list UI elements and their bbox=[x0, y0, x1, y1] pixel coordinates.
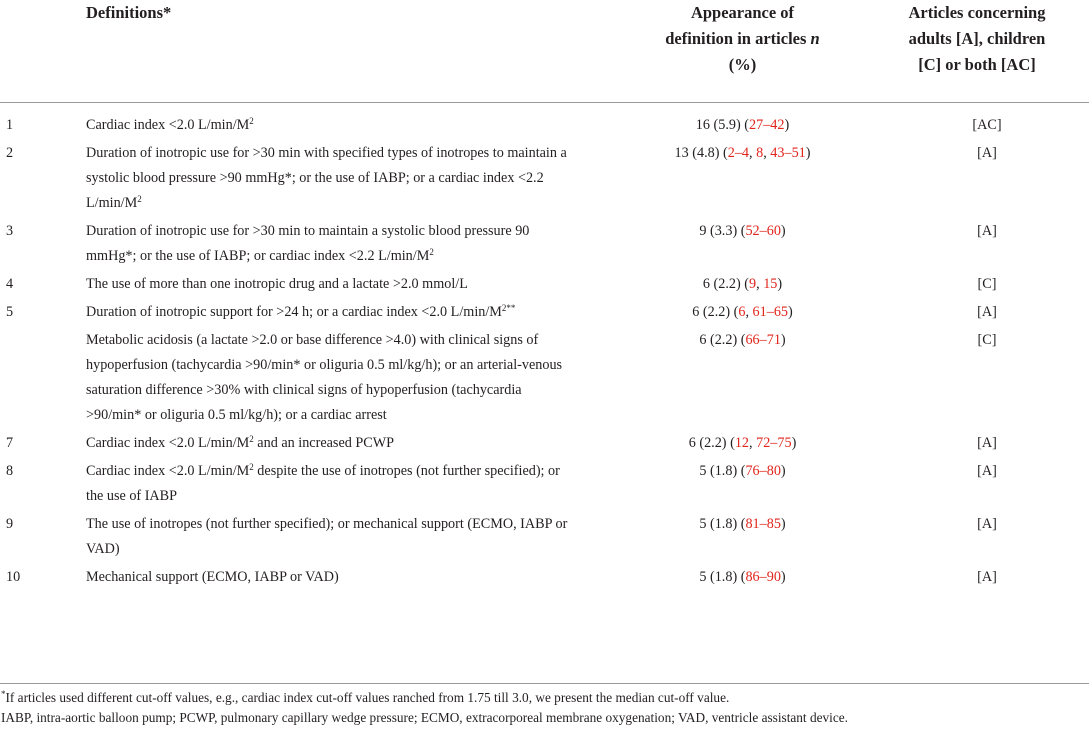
row-number: 1 bbox=[6, 117, 14, 133]
reference-link[interactable]: 8 bbox=[756, 145, 764, 161]
row-audience: [A] bbox=[977, 145, 997, 161]
table-row bbox=[0, 113, 1089, 141]
header-appearance-line3: (%) bbox=[728, 55, 757, 74]
row-appearance: 6 (2.2) (12, 72–75) bbox=[688, 435, 797, 451]
row-number: 4 bbox=[6, 276, 14, 292]
header-definitions-label: Definitions* bbox=[86, 3, 172, 22]
reference-link[interactable]: 9 bbox=[749, 276, 757, 292]
row-appearance: 5 (1.8) (86–90) bbox=[699, 569, 786, 585]
table-row bbox=[0, 300, 1089, 328]
reference-link[interactable]: 52–60 bbox=[745, 223, 781, 239]
header-audience-line1: Articles concerning bbox=[908, 3, 1046, 22]
row-audience: [A] bbox=[977, 223, 997, 239]
row-definition: Duration of inotropic support for >24 h; or a cardiac index <2.0 $L/\min/M^{2**}$ bbox=[86, 303, 516, 320]
row-definition: Metabolic acidosis (a lactate >2.0 or base difference >4.0) with clinical signs of hypoperfusion (tachycardia >90/min* or oliguria 0.5 ml/kg/h); or an arterial-venous saturation difference >30% with clinical signs of hypoperfusion (tachycardia >90/min* or oliguria 0.5 ml/kg/h); or a cardiac arrest bbox=[86, 332, 563, 423]
row-definition: Duration of inotropic use for >30 min to maintain a systolic blood pressure 90 mmHg*; or the use of IABP; or cardiac index <2.2 $L/\min/M^2$ bbox=[86, 223, 530, 264]
row-audience: [A] bbox=[977, 569, 997, 585]
row-appearance: 6 (2.2) (66–71) bbox=[699, 332, 786, 348]
row-number: 5 bbox=[6, 304, 14, 320]
table-row bbox=[0, 141, 1089, 219]
row-definition: Cardiac index <2.0 $L/\min/M^2$ despite the use of inotropes (not further specified); or the use of IABP bbox=[86, 462, 560, 504]
header-audience-line2: adults [A], children bbox=[908, 29, 1046, 48]
table-row bbox=[0, 459, 1089, 512]
reference-link[interactable]: 27–42 bbox=[749, 117, 785, 133]
table-row bbox=[0, 431, 1089, 459]
row-definition: Mechanical support (ECMO, IABP or VAD) bbox=[86, 569, 339, 585]
row-definition: Cardiac index <2.0 $L/\min/M^2$ and an increased PCWP bbox=[86, 434, 395, 451]
table-row bbox=[0, 272, 1089, 300]
reference-link[interactable]: 66–71 bbox=[745, 332, 781, 348]
row-appearance: 6 (2.2) (6, 61–65) bbox=[692, 304, 793, 320]
row-number: 10 bbox=[6, 569, 21, 585]
table-footnotes bbox=[1, 688, 1087, 728]
reference-link[interactable]: 43–51 bbox=[770, 145, 806, 161]
header-appearance bbox=[580, 0, 865, 102]
row-audience: [A] bbox=[977, 516, 997, 532]
row-audience: [A] bbox=[977, 435, 997, 451]
row-number: 3 bbox=[6, 223, 14, 239]
row-audience: [C] bbox=[977, 332, 997, 348]
row-appearance: 16 (5.9) (27–42) bbox=[695, 117, 790, 133]
footnote-abbreviations: IABP, intra-aortic balloon pump; PCWP, pulmonary capillary wedge pressure; ECMO, extracorporeal membrane oxygenation; VAD, ventricle assistant device. bbox=[1, 710, 848, 725]
row-appearance: 5 (1.8) (81–85) bbox=[699, 516, 786, 532]
reference-link[interactable]: 6 bbox=[738, 304, 746, 320]
reference-link[interactable]: 76–80 bbox=[745, 463, 781, 479]
row-definition: Duration of inotropic use for >30 min with specified types of inotropes to maintain a systolic blood pressure >90 mmHg*; or the use of IABP; or a cardiac index <2.2 $L/\min/M^2$ bbox=[86, 145, 567, 211]
reference-link[interactable]: 86–90 bbox=[745, 569, 781, 585]
row-appearance: 6 (2.2) (9, 15) bbox=[702, 276, 783, 292]
row-number: 2 bbox=[6, 145, 14, 161]
row-audience: [C] bbox=[977, 276, 997, 292]
header-appearance-line2: definition in articles n bbox=[665, 29, 820, 48]
row-number bbox=[0, 328, 86, 431]
footer-rule bbox=[0, 683, 1089, 684]
table-row bbox=[0, 512, 1089, 565]
row-number: 7 bbox=[6, 435, 14, 451]
table-row bbox=[0, 565, 1089, 594]
row-definition: The use of more than one inotropic drug and a lactate >2.0 mmol/L bbox=[86, 276, 468, 292]
reference-link[interactable]: 81–85 bbox=[745, 516, 781, 532]
reference-link[interactable]: 12 bbox=[734, 435, 749, 451]
reference-link[interactable]: 15 bbox=[763, 276, 778, 292]
reference-link[interactable]: 61–65 bbox=[752, 304, 789, 320]
reference-link[interactable]: 2–4 bbox=[727, 145, 749, 161]
row-audience: [A] bbox=[977, 463, 997, 479]
row-number: 9 bbox=[6, 516, 14, 532]
row-number: 8 bbox=[6, 463, 14, 479]
row-definition: The use of inotropes (not further specified); or mechanical support (ECMO, IABP or VAD) bbox=[86, 516, 568, 557]
header-audience-line3: [C] or both [AC] bbox=[918, 55, 1036, 74]
table-row bbox=[0, 219, 1089, 272]
row-audience: [AC] bbox=[972, 117, 1002, 133]
footnote-cutoff: *If articles used different cut-off values, e.g., cardiac index cut-off values ranched from 1.75 till 3.0, we present the median cut-off value. bbox=[1, 689, 730, 705]
row-appearance: 13 (4.8) (2–4, 8, 43–51) bbox=[674, 145, 811, 161]
reference-link[interactable]: 72–75 bbox=[756, 435, 792, 451]
header-appearance-line1: Appearance of bbox=[690, 3, 795, 22]
table-header bbox=[0, 0, 1089, 102]
header-number bbox=[0, 0, 86, 102]
row-definition: Cardiac index <2.0 $L/\min/M^2$ bbox=[86, 116, 254, 133]
table-body bbox=[0, 102, 1089, 594]
header-definitions bbox=[86, 0, 580, 102]
row-appearance: 9 (3.3) (52–60) bbox=[699, 223, 786, 239]
row-appearance: 5 (1.8) (76–80) bbox=[699, 463, 786, 479]
row-audience: [A] bbox=[977, 304, 997, 320]
table-row bbox=[0, 328, 1089, 431]
header-audience bbox=[865, 0, 1089, 102]
